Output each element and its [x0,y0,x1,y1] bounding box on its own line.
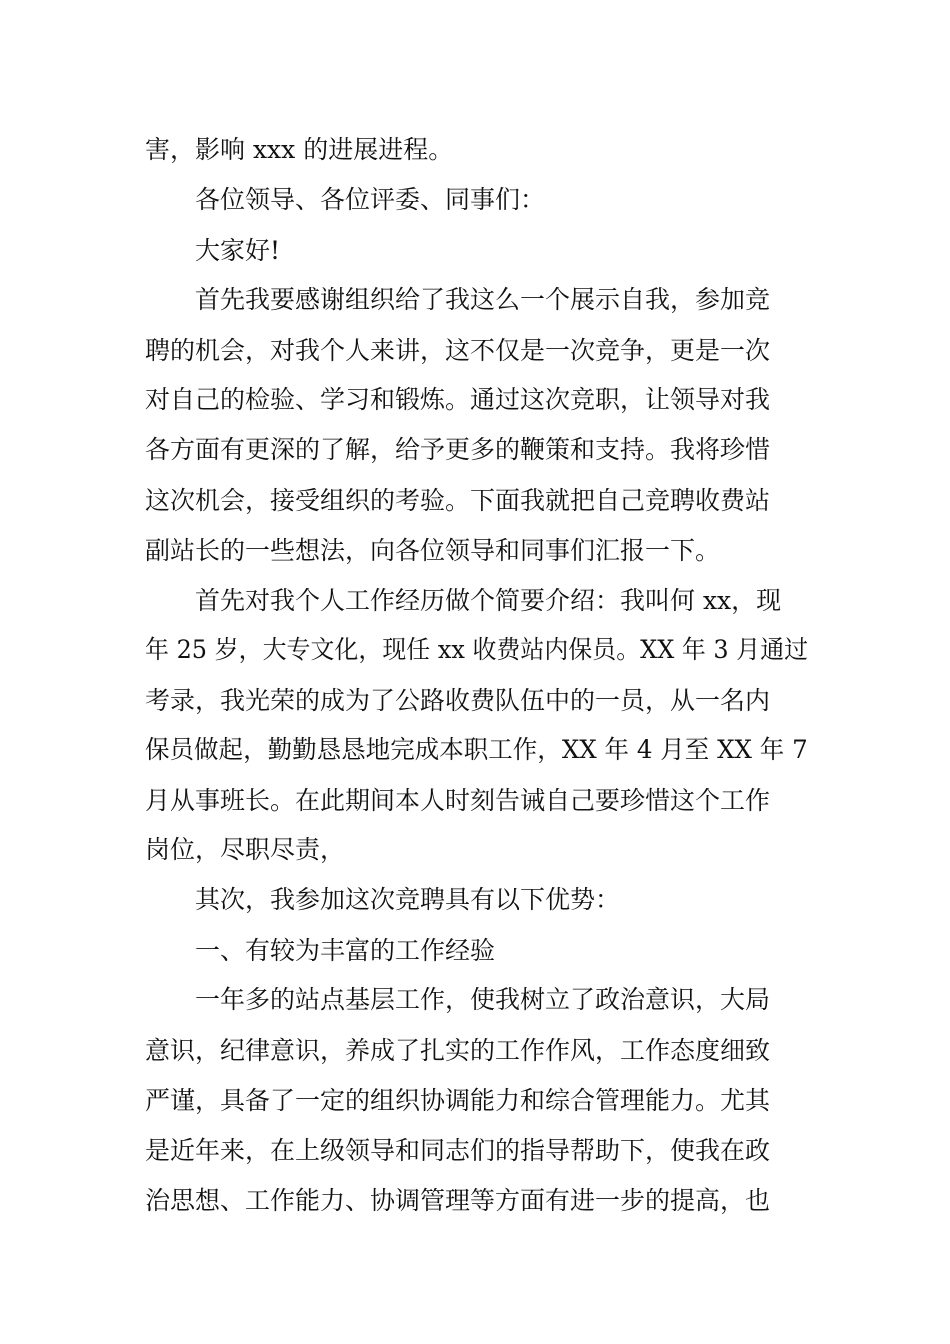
text-line: 严谨，具备了一定的组织协调能力和综合管理能力。尤其 [145,1086,771,1115]
text-line: 月从事班长。在此期间本人时刻告诫自己要珍惜这个工作 [145,786,771,815]
text-line: 岗位，尽职尽责， [145,835,346,864]
text-line: 聘的机会，对我个人来讲，这不仅是一次竞争，更是一次 [145,336,771,365]
text-line: 治思想、工作能力、协调管理等方面有进一步的提高，也 [145,1186,771,1215]
text-line: 年 25 岁，大专文化，现任 xx 收费站内保员。XX 年 3 月通过 [145,635,809,664]
text-line: 首先对我个人工作经历做个简要介绍：我叫何 xx，现 [195,586,782,615]
text-line: 意识，纪律意识，养成了扎实的工作作风，工作态度细致 [145,1036,771,1065]
text-line: 一年多的站点基层工作，使我树立了政治意识，大局 [195,985,771,1014]
text-line: 这次机会，接受组织的考验。下面我就把自己竞聘收费站 [145,486,771,515]
text-line: 一、有较为丰富的工作经验 [195,936,496,965]
text-line: 害，影响 xxx 的进展进程。 [145,135,454,164]
text-line: 副站长的一些想法，向各位领导和同事们汇报一下。 [145,536,721,565]
text-line: 其次，我参加这次竞聘具有以下优势： [195,885,621,914]
text-line: 大家好! [195,236,281,265]
text-line: 对自己的检验、学习和锻炼。通过这次竞职，让领导对我 [145,385,771,414]
text-line: 首先我要感谢组织给了我这么一个展示自我，参加竞 [195,285,771,314]
text-line: 各位领导、各位评委、同事们： [195,185,546,214]
text-line: 是近年来，在上级领导和同志们的指导帮助下，使我在政 [145,1136,771,1165]
text-line: 各方面有更深的了解，给予更多的鞭策和支持。我将珍惜 [145,435,771,464]
text-line: 保员做起，勤勤恳恳地完成本职工作，XX 年 4 月至 XX 年 7 [145,735,808,764]
text-line: 考录，我光荣的成为了公路收费队伍中的一员，从一名内 [145,686,771,715]
